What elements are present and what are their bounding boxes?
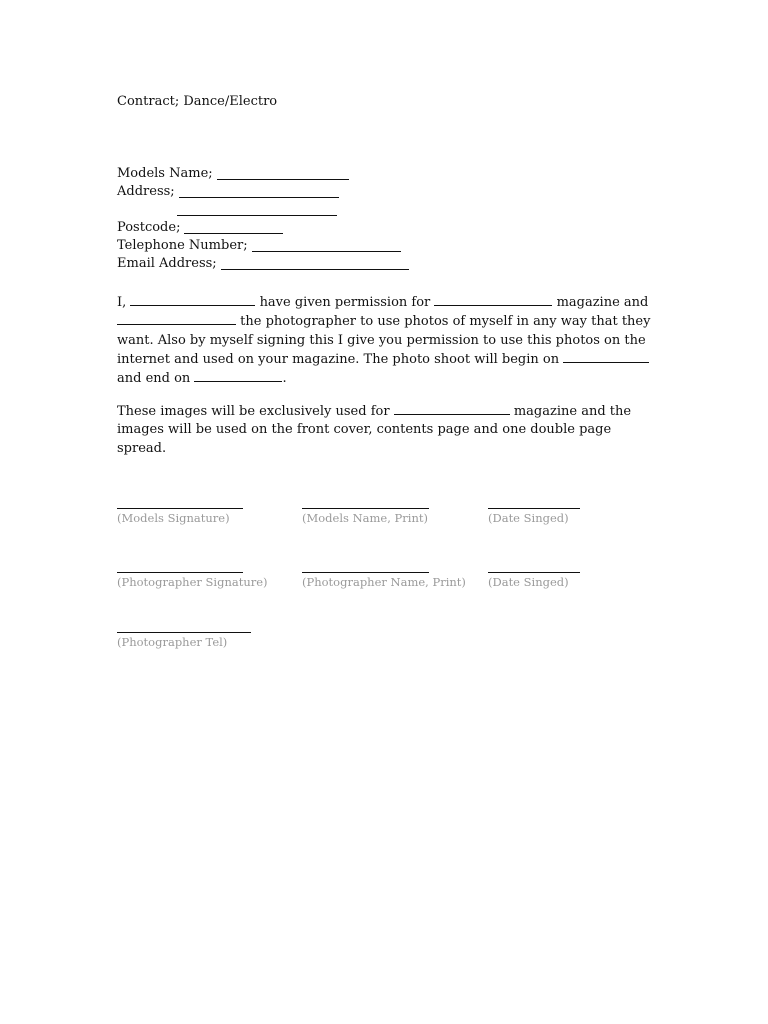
- document-title: Contract; Dance/Electro: [117, 94, 278, 109]
- address-blank-line-2[interactable]: [177, 203, 337, 216]
- telephone-blank[interactable]: [252, 239, 401, 252]
- email-row: [117, 255, 409, 273]
- permission-line-2: [117, 312, 657, 331]
- permission-line-1: [117, 293, 657, 312]
- permission-line-4: [117, 350, 657, 369]
- photographer-signature-line[interactable]: [117, 572, 243, 573]
- photographer-name-blank[interactable]: [117, 312, 236, 325]
- models-name-print-caption: (Models Name, Print): [302, 511, 428, 525]
- permission-text-shoot-begin: internet and used on your magazine. The photo shoot will begin on: [117, 351, 560, 367]
- date-signed-caption-1: (Date Singed): [488, 511, 569, 525]
- address-label: Address;: [117, 184, 175, 199]
- end-date-blank[interactable]: [194, 369, 282, 382]
- usage-magazine-blank[interactable]: [394, 402, 510, 415]
- address-row-2: [117, 201, 409, 219]
- usage-line-1: [117, 402, 657, 421]
- telephone-label: Telephone Number;: [117, 238, 248, 253]
- model-details-form: [117, 165, 409, 273]
- permission-line-3: want. Also by myself signing this I give you permission to use this photos on the: [117, 332, 646, 348]
- model-name-blank[interactable]: [130, 293, 255, 306]
- usage-line-3: spread.: [117, 440, 167, 456]
- usage-text-magazine: magazine and the: [513, 404, 632, 419]
- date-signed-caption-2: (Date Singed): [488, 575, 569, 589]
- permission-text-i: I,: [117, 295, 127, 310]
- models-name-print-line[interactable]: [302, 508, 429, 509]
- start-date-blank[interactable]: [563, 350, 649, 363]
- magazine-name-blank[interactable]: [434, 293, 552, 306]
- date-signed-line-2[interactable]: [488, 572, 580, 573]
- usage-text-exclusive: These images will be exclusively used for: [117, 404, 390, 419]
- permission-text-magazine: magazine and: [556, 295, 649, 310]
- permission-text-period: .: [282, 371, 287, 387]
- photographer-name-print-caption: (Photographer Name, Print): [302, 575, 466, 589]
- photographer-tel-caption: (Photographer Tel): [117, 635, 228, 649]
- photographer-name-print-line[interactable]: [302, 572, 429, 573]
- email-label: Email Address;: [117, 256, 217, 271]
- usage-line-2: images will be used on the front cover, contents page and one double page: [117, 422, 612, 438]
- postcode-row: [117, 219, 409, 237]
- postcode-label: Postcode;: [117, 220, 181, 235]
- models-name-blank[interactable]: [217, 167, 349, 180]
- models-name-row: [117, 165, 409, 183]
- photographer-tel-line[interactable]: [117, 632, 251, 633]
- permission-text-end-on: and end on: [117, 371, 191, 387]
- email-blank[interactable]: [221, 257, 409, 270]
- photographer-signature-caption: (Photographer Signature): [117, 575, 268, 589]
- address-blank-line-1[interactable]: [179, 185, 339, 198]
- address-row: [117, 183, 409, 201]
- models-signature-line[interactable]: [117, 508, 243, 509]
- permission-paragraph: [117, 293, 657, 388]
- permission-text-given: have given permission for: [259, 295, 431, 310]
- date-signed-line-1[interactable]: [488, 508, 580, 509]
- postcode-blank[interactable]: [184, 221, 283, 234]
- models-name-label: Models Name;: [117, 166, 213, 181]
- telephone-row: [117, 237, 409, 255]
- permission-line-5: [117, 369, 657, 388]
- usage-paragraph: [117, 402, 657, 458]
- permission-text-photographer: the photographer to use photos of myself in any way that they: [240, 314, 651, 330]
- models-signature-caption: (Models Signature): [117, 511, 230, 525]
